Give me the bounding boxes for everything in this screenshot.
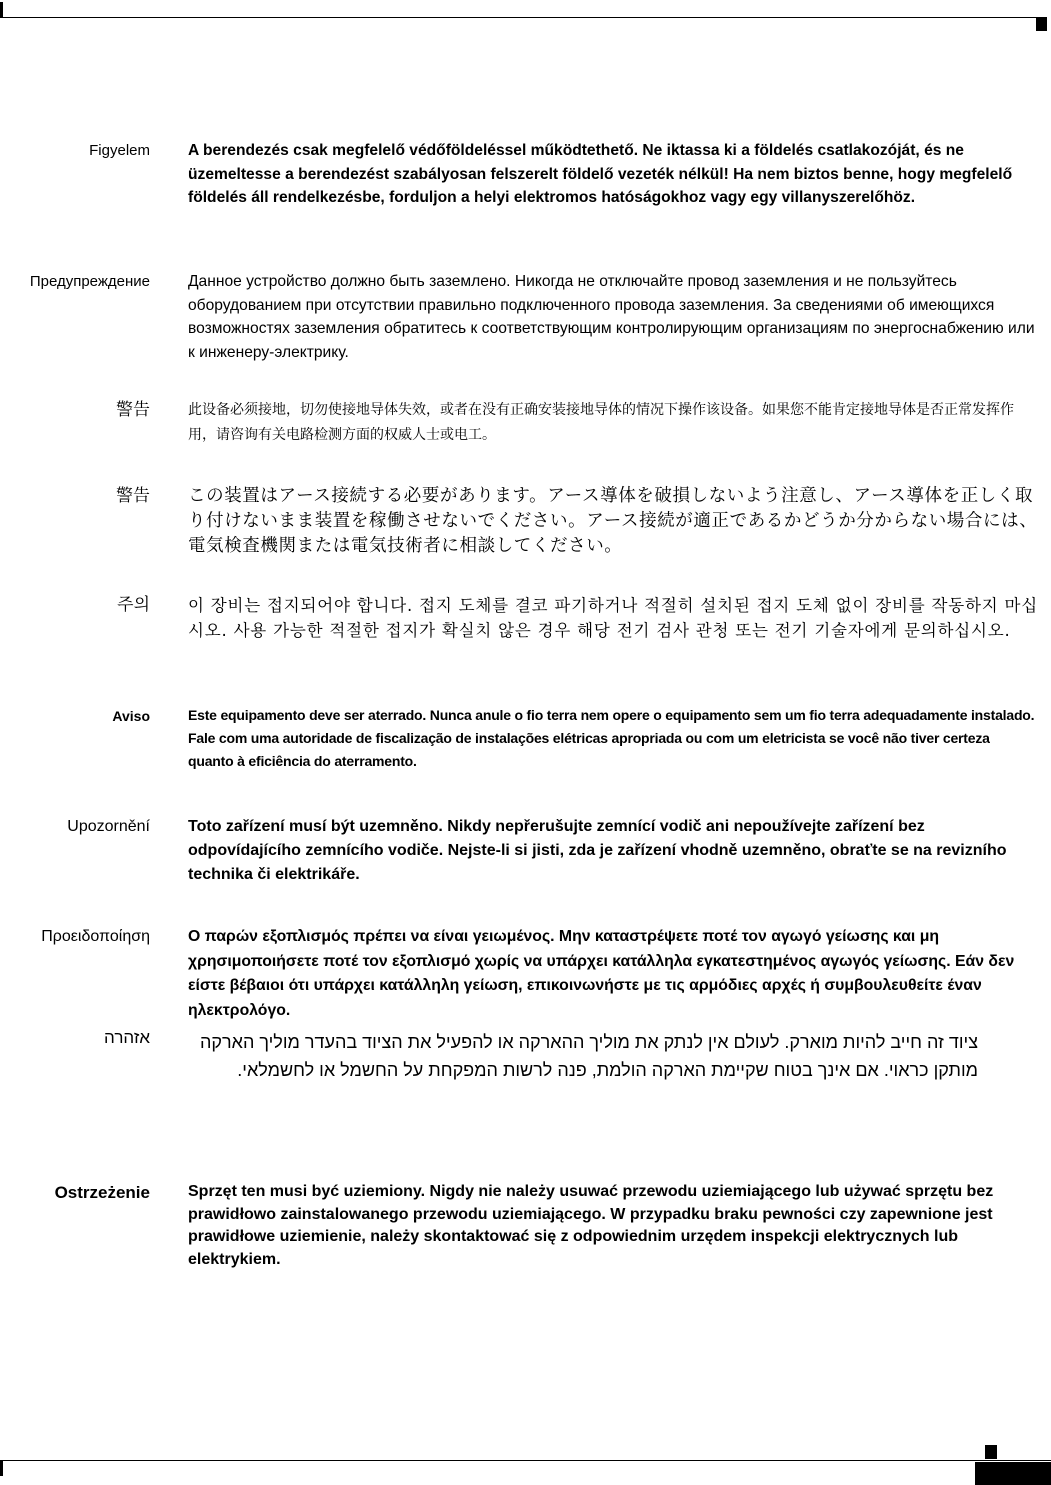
warning-text: この装置はアース接続する必要があります。アース導体を破損しないよう注意し、アース導体を正しく取り付けないまま装置を稼働させないでください。アース接続が適正であるかどうか分からない場合には、電気検査機関または電気技術者に相談してください。	[188, 486, 1038, 556]
warning-text: Toto zařízení musí být uzemněno. Nikdy nepřerušujte zemnící vodič ani nepoužívejte zařízení bez odpovídajícího zemnícího vodiče. Nejste-li si jisti, zda je zařízení vhodně uzemněno, obraťte se na revizního technika či elektrikáře.	[188, 818, 1007, 883]
footer-marker	[985, 1445, 997, 1459]
warning-text: A berendezés csak megfelelő védőföldeléssel működtethető. Ne iktassa ki a földelés csatlakozóját, és ne üzemeltesse a berendezést szabályosan felszerelt földelő vezeték nélkül! Ha nem biztos benne, hogy megfelelő földelés áll rendelkezésbe, forduljon a helyi elektromos hatóságokhoz vagy egy villanyszerelőhöz.	[188, 142, 1013, 206]
footer-rule	[0, 1460, 1051, 1461]
header-marker	[1036, 17, 1047, 31]
warning-text: Данное устройство должно быть заземлено. Никогда не отключайте провод заземления и не пользуйтесь оборудованием при отсутствии правильно подключенного провода заземления. За сведениями об имеющихся возможностях заземления обратитесь к соответствующим контролирующим организациям по энергоснабжению или к инженеру-электрику.	[188, 273, 1035, 361]
warning-label: 警告	[116, 486, 150, 506]
footer-left-tick	[0, 1460, 3, 1476]
warning-label: Upozornění	[67, 818, 150, 835]
warning-label: Предупреждение	[29, 273, 150, 290]
header-rule	[0, 17, 1038, 18]
warning-text: 이 장비는 접지되어야 합니다. 접지 도체를 결코 파기하거나 적절히 설치된 접지 도체 없이 장비를 작동하지 마십시오. 사용 가능한 적절한 접지가 확실치 않은 경우 해당 전기 검사 관청 또는 전기 기술자에게 문의하십시오.	[188, 596, 1038, 640]
header-left-tick	[0, 2, 3, 18]
warning-text: 此设备必须接地，切勿使接地导体失效，或者在没有正确安装接地导体的情况下操作该设备。如果您不能肯定接地导体是否正常发挥作用，请咨询有关电路检测方面的权威人士或电工。	[188, 402, 1014, 443]
warning-label: אזהרה	[104, 1028, 150, 1047]
warning-text: Este equipamento deve ser aterrado. Nunca anule o fio terra nem opere o equipamento sem um fio terra adequadamente instalado. Fale com uma autoridade de fiscalização de instalações elétricas apropriada ou com um eletricista se você não tiver certeza quanto à eficiência do aterramento.	[188, 707, 1035, 769]
warning-label: 주의	[117, 595, 150, 615]
warning-text: ציוד זה חייב להיות מוארק. לעולם אין לנתק את מוליך ההארקה או להפעיל את הציוד בהעדר מוליך הארקה מותקן כראוי. אם אינך בטוח שקיימת הארקה הולמת, פנה לרשות המפקחת על החשמל או לחשמלאי.	[200, 1032, 978, 1080]
warning-text: Ο παρών εξοπλισμός πρέπει να είναι γειωμένος. Μην καταστρέψετε ποτέ τον αγωγό γείωσης και μη χρησιμοποιήσετε ποτέ τον εξοπλισμό χωρίς να υπάρχει κατάλληλα εγκατεστημένος αγωγός γείωσης. Εάν δεν είστε βέβαιοι ότι υπάρχει κατάλληλη γείωση, επικοινωνήστε με τις αρμόδιες αρχές ή συμβουλευθείτε έναν ηλεκτρολόγο.	[188, 928, 1015, 1019]
warning-label: 警告	[116, 400, 150, 420]
warning-label: Προειδοποίηση	[41, 928, 150, 945]
warning-label: Ostrzeżenie	[54, 1183, 150, 1202]
warning-text: Sprzęt ten musi być uziemiony. Nigdy nie należy usuwać przewodu uziemiającego lub używać sprzętu bez prawidłowo zainstalowanego przewodu uziemiającego. W przypadku braku pewności czy zapewnione jest prawidłowe uziemienie, należy skontaktować się z odpowiednim urzędem inspekcji elektrycznych lub elektrykiem.	[188, 1183, 994, 1268]
warning-label: Figyelem	[89, 142, 150, 159]
footer-page-box	[975, 1462, 1051, 1485]
warning-label: Aviso	[112, 708, 150, 724]
